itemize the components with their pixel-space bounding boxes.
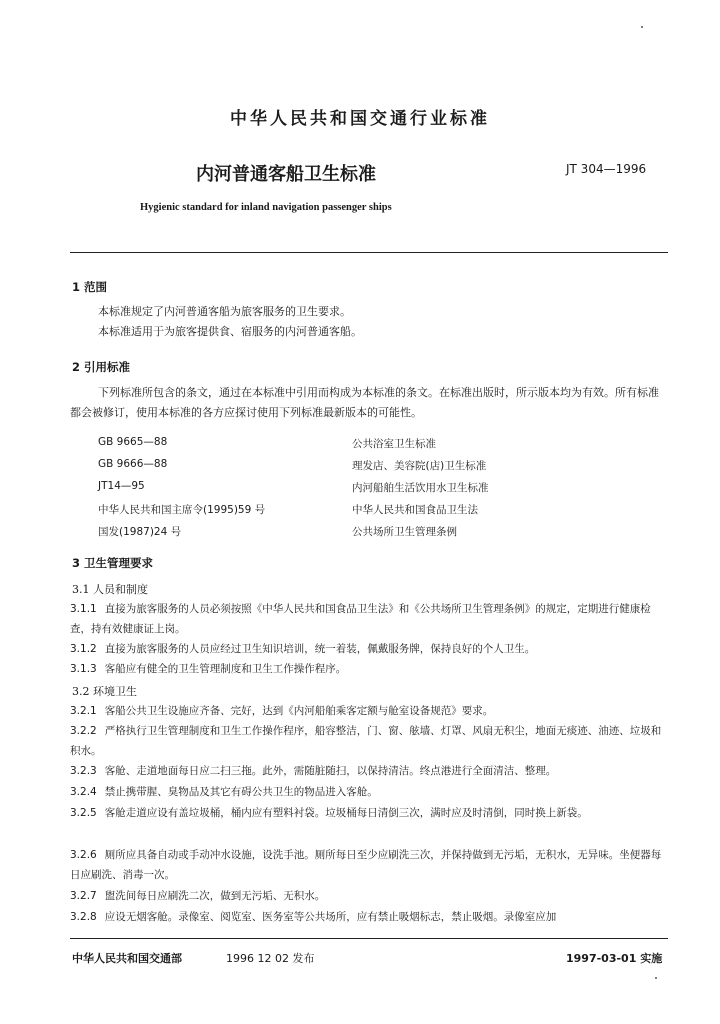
- clause-3-2-2: [70, 722, 668, 761]
- ref-title: 公共场所卫生管理条例: [352, 526, 457, 538]
- clause-number: 3.2.7: [70, 890, 97, 902]
- clause-text: 禁止携带腥、臭物品及其它有碍公共卫生的物品进入客舱。: [104, 786, 378, 798]
- section-2-intro: 下列标准所包含的条文，通过在本标准中引用而构成为本标准的条文。在标准出版时，所示版本均为有效。所有标准都会被修订，使用本标准的各方应探讨使用下列标准最新版本的可能性。: [70, 386, 659, 419]
- footer-issuer: 中华人民共和国交通部: [72, 952, 182, 965]
- ref-code: GB 9666—88: [98, 458, 168, 470]
- clause-3-2-8: [70, 908, 668, 928]
- clause-3-2-7: [70, 887, 668, 907]
- clause-text: 盥洗间每日应刷洗二次，做到无污垢、无积水。: [104, 890, 326, 902]
- clause-text: 应设无烟客舱。录像室、阅览室、医务室等公共场所，应有禁止吸烟标志，禁止吸烟。录像室应加: [104, 911, 557, 923]
- clause-text: 厕所应具备自动或手动冲水设施，设洗手池。厕所每日至少应刷洗三次，并保持做到无污垢，无积水，无异味。坐便器每日应刷洗、消毒一次。: [70, 849, 662, 881]
- clause-number: 3.2.3: [70, 765, 97, 777]
- clause-number: 3.2.5: [70, 807, 97, 819]
- standard-category: 中华人民共和国交通行业标准: [230, 109, 490, 129]
- section-1-para-1: 本标准规定了内河普通客船为旅客服务的卫生要求。: [98, 305, 351, 318]
- ref-code: GB 9665—88: [98, 436, 168, 448]
- clause-3-2-3: [70, 762, 668, 782]
- clause-number: 3.1.1: [70, 603, 97, 615]
- clause-3-2-1: [70, 702, 668, 722]
- ref-title: 内河船舶生活饮用水卫生标准: [352, 482, 489, 494]
- clause-number: 3.1.2: [70, 643, 97, 655]
- footer-rule: [70, 938, 668, 939]
- footer-implement-date: 1997-03-01 实施: [566, 952, 663, 965]
- clause-number: 3.2.4: [70, 786, 97, 798]
- section-1-para-2: 本标准适用于为旅客提供食、宿服务的内河普通客船。: [98, 325, 362, 338]
- clause-text: 客船应有健全的卫生管理制度和卫生工作操作程序。: [104, 663, 347, 675]
- ref-title: 公共浴室卫生标准: [352, 438, 436, 450]
- clause-text: 客舱走道应设有盖垃圾桶，桶内应有塑料衬袋。垃圾桶每日清倒三次，满时应及时清倒，同时换上新袋。: [104, 807, 588, 819]
- clause-number: 3.2.6: [70, 849, 97, 861]
- ref-code: JT14—95: [98, 480, 145, 492]
- clause-3-2-5: [70, 804, 668, 824]
- clause-text: 客舱、走道地面每日应二扫三拖。此外，需随脏随扫，以保持清洁。终点港进行全面清洁、整理。: [104, 765, 557, 777]
- english-title: Hygienic standard for inland navigation passenger ships: [140, 202, 392, 213]
- section-2-heading: 2 引用标准: [72, 360, 131, 374]
- ref-code: 国发(1987)24 号: [98, 526, 182, 538]
- ref-title: 中华人民共和国食品卫生法: [352, 504, 478, 516]
- section-1-heading: 1 范围: [72, 280, 108, 294]
- clause-number: 3.2.2: [70, 725, 97, 737]
- clause-3-2-4: [70, 783, 668, 803]
- clause-text: 客船公共卫生设施应齐备、完好，达到《内河船舶乘客定额与舱室设备规范》要求。: [104, 705, 494, 717]
- clause-text: 直接为旅客服务的人员应经过卫生知识培训，统一着装，佩戴服务牌，保持良好的个人卫生。: [104, 643, 536, 655]
- clause-3-2-6: [70, 846, 668, 885]
- clause-text: 直接为旅客服务的人员必须按照《中华人民共和国食品卫生法》和《公共场所卫生管理条例》的规定，定期进行健康检查，持有效健康证上岗。: [70, 603, 651, 635]
- ref-title: 理发店、美容院(店)卫生标准: [352, 460, 487, 472]
- standard-number: JT 304—1996: [566, 162, 647, 176]
- subsection-3-1: 3.1 人员和制度: [72, 583, 148, 596]
- header-rule: [70, 252, 668, 253]
- footer-issue-date: 1996 12 02 发布: [226, 952, 315, 965]
- scan-speck: [655, 977, 657, 979]
- standard-title: 内河普通客船卫生标准: [196, 164, 376, 185]
- ref-code: 中华人民共和国主席令(1995)59 号: [98, 504, 266, 516]
- scan-speck: [641, 26, 643, 28]
- clause-3-1-3: [70, 660, 668, 680]
- subsection-3-2: 3.2 环境卫生: [72, 685, 137, 698]
- clause-3-1-1: [70, 600, 668, 639]
- clause-number: 3.1.3: [70, 663, 97, 675]
- section-3-heading: 3 卫生管理要求: [72, 556, 154, 570]
- clause-number: 3.2.1: [70, 705, 97, 717]
- clause-number: 3.2.8: [70, 911, 97, 923]
- clause-3-1-2: [70, 640, 668, 660]
- clause-text: 严格执行卫生管理制度和卫生工作操作程序，船容整洁，门、窗、舷墙、灯罩、风扇无积尘，地面无痰迹、油迹、垃圾和积水。: [70, 725, 662, 757]
